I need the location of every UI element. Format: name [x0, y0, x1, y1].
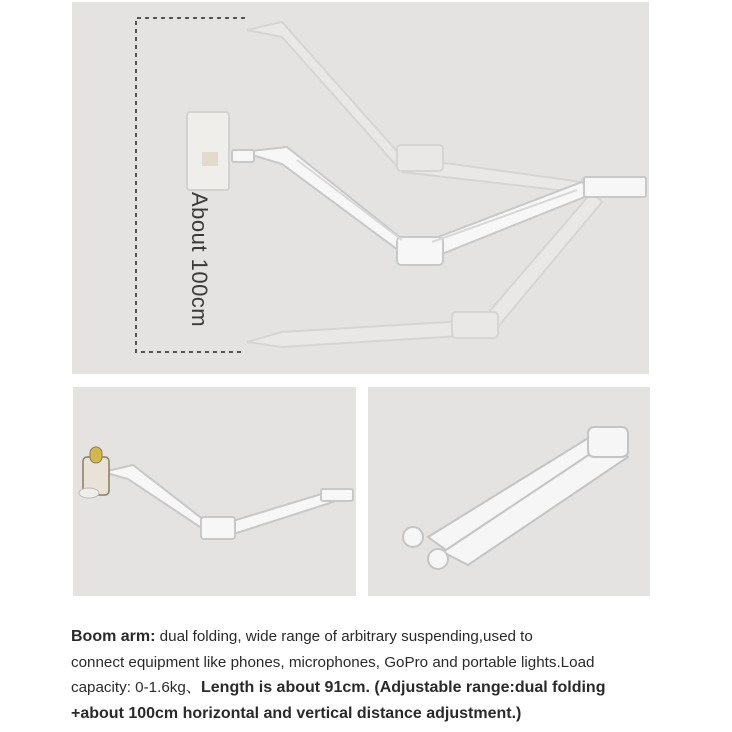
microphone-arm-illustration [73, 387, 356, 596]
product-description [71, 624, 681, 726]
description-line4-bold: +about 100cm horizontal and vertical distance adjustment.) [71, 704, 522, 722]
description-line1: dual folding, wide range of arbitrary suspending,used to [155, 628, 533, 645]
folded-arm-illustration [368, 387, 650, 596]
description-line2: connect equipment like phones, microphones, GoPro and portable lights.Load [71, 653, 595, 671]
dimension-label: About 100cm [187, 192, 212, 328]
boom-arm-folded-photo [368, 387, 650, 596]
boom-arm-microphone-photo [73, 387, 356, 596]
boom-arm-illustration [72, 2, 649, 374]
description-line3-bold: Length is about 91cm. (Adjustable range:dual folding [201, 679, 606, 696]
phone-silhouette [187, 112, 229, 190]
description-line3-plain: capacity: 0-1.6kg、 [71, 679, 201, 696]
description-heading: Boom arm: [71, 628, 156, 645]
boom-arm-range-photo [72, 2, 649, 374]
